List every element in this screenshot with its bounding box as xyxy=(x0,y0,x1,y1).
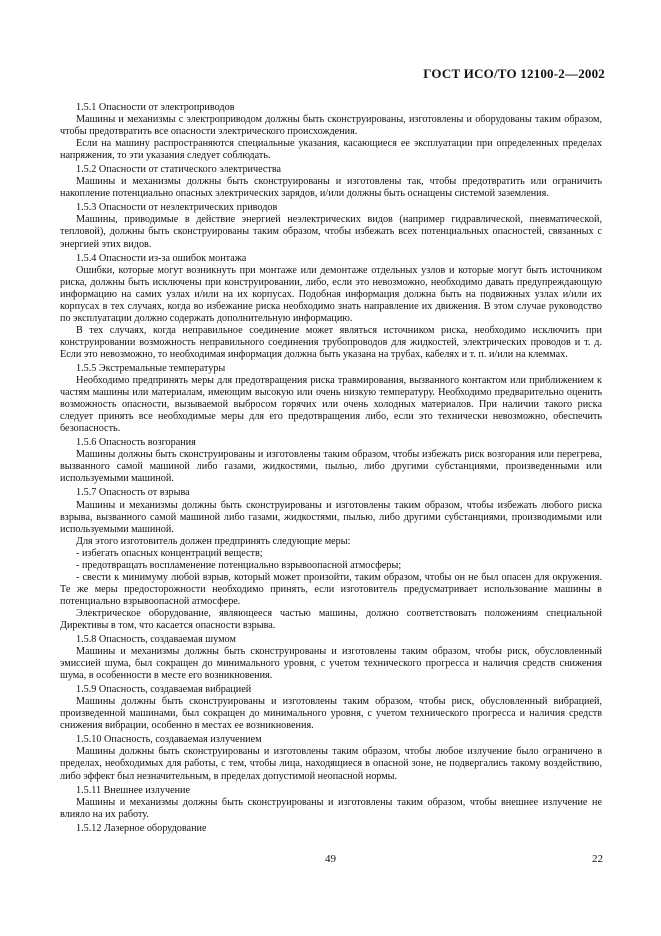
paragraph: Ошибки, которые могут возникнуть при монтаже или демонтаже отдельных узлов и которые могут быть источником риска, должны быть исключены при конструировании, либо, если это невозможно, необходимо давать предупреждающую информацию на самих узлах и/или на их корпусах. Подобная информация должна быть на подвижных узлах и/или их корпусах в тех случаях, когда во избежание риска необходимо знать направление их движения. В этом случае руководство по эксплуатации должно содержать дополнительную информацию. xyxy=(60,264,602,324)
paragraph: В тех случаях, когда неправильное соединение может являться источником риска, необходимо исключить при конструировании возможность неправильного соединения трубопроводов для жидкостей, электрических проводов и т. д. Если это невозможно, то необходимая информация должна быть указана на трубах, кабелях и т. п. и/или на клеммах. xyxy=(60,324,602,360)
section-heading: 1.5.2 Опасности от статического электричества xyxy=(76,164,282,176)
paragraph: Машины и механизмы должны быть сконструированы и изготовлены таким образом, чтобы избежать любого риска взрыва, вызванного самой машиной либо газами, жидкостями, пылью, либо другими субстанциями, производимыми или используемыми машиной. xyxy=(60,499,602,535)
section-heading: 1.5.4 Опасности из-за ошибок монтажа xyxy=(76,252,247,264)
section-heading: 1.5.3 Опасности от неэлектрических приводов xyxy=(76,202,278,214)
section-heading: 1.5.9 Опасность, создаваемая вибрацией xyxy=(76,684,252,696)
page-number: 49 xyxy=(325,853,336,865)
section-heading: 1.5.5 Экстремальные температуры xyxy=(76,362,226,374)
list-item: - избегать опасных концентраций веществ; xyxy=(76,547,263,559)
paragraph: Необходимо предпринять меры для предотвращения риска травмирования, вызванного контактом или приближением к частям машины или материалам, имеющим высокую или очень низкую температуру. Необходимо предварительно оценить возможность опасности, вызываемой выбросом горячих или очень холодных материалов. При наличии такого риска следует принять все необходимые меры для его предотвращения либо, если это технически невозможно, обеспечить безопасность. xyxy=(60,375,602,435)
section-heading: 1.5.7 Опасность от взрыва xyxy=(76,487,190,499)
paragraph: Машины, приводимые в действие энергией неэлектрических видов (например гидравлической, пневматической, тепловой), должны быть сконструированы таким образом, чтобы избежать всех потенциальных опасностей, связанных с энергией этих видов. xyxy=(60,214,602,250)
paragraph: Машины должны быть сконструированы и изготовлены таким образом, чтобы риск, обусловленный вибрацией, произведенной машинами, был сокращен до минимального уровня, с учетом технического прогресса и наличия средств снижения вибрации, особенно в местах ее возникновения. xyxy=(60,696,602,732)
section-heading: 1.5.8 Опасность, создаваемая шумом xyxy=(76,634,236,646)
sheet-number: 22 xyxy=(592,853,603,865)
paragraph: Если на машину распространяются специальные указания, касающиеся ее эксплуатации при определенных пределах напряжения, то эти указания следует соблюдать. xyxy=(60,138,602,162)
paragraph: Электрическое оборудование, являющееся частью машины, должно соответствовать положениям специальной Директивы в том, что касается опасности взрыва. xyxy=(60,607,602,631)
list-item: - предотвращать воспламенение потенциально взрывоопасной атмосферы; xyxy=(76,559,402,571)
section-heading: 1.5.1 Опасности от электроприводов xyxy=(76,102,235,113)
paragraph: Машины должны быть сконструированы и изготовлены таким образом, чтобы любое излучение было ограничено в пределах, необходимых для работы, с тем, чтобы лица, находящиеся в опасной зоне, не подвергались такому воздействию, либо эффект был незначительным, в пределах допустимой неопасной нормы. xyxy=(60,746,602,782)
paragraph: Машины и механизмы должны быть сконструированы и изготовлены таким образом, чтобы риск, обусловленный эмиссией шума, был сокращен до минимального уровня, с учетом технического прогресса и наличия средств снижения шума, в особенности в месте его возникновения. xyxy=(60,646,602,682)
section-heading: 1.5.6 Опасность возгорания xyxy=(76,437,196,449)
section-heading: 1.5.11 Внешнее излучение xyxy=(76,784,191,796)
paragraph: Машины и механизмы должны быть сконструированы и изготовлены так, чтобы предотвратить или ограничить накопление потенциально опасных электрических зарядов, и/или должны быть оснащены системой заземления. xyxy=(60,176,602,200)
list-item: - свести к минимуму любой взрыв, который может произойти, таким образом, чтобы он не был опасен для окружения. Те же меры предосторожности необходимо принять, если изготовитель предусматривает использование машины в потенциально взрывоопасной атмосфере. xyxy=(60,571,602,607)
document-header: ГОСТ ИСО/ТО 12100-2—2002 xyxy=(423,66,605,81)
paragraph: Машины и механизмы должны быть сконструированы и изготовлены таким образом, чтобы внешнее излучение не влияло на их работу. xyxy=(60,796,602,820)
paragraph: Машины должны быть сконструированы и изготовлены таким образом, чтобы избежать риск возгорания или перегрева, вызванного самой машиной либо газами, жидкостями, пылью, либо другими субстанциями, произведенными или используемыми машиной. xyxy=(60,449,602,485)
section-heading: 1.5.10 Опасность, создаваемая излучением xyxy=(76,734,262,746)
section-heading: 1.5.12 Лазерное оборудование xyxy=(76,822,207,834)
paragraph: Машины и механизмы с электроприводом должны быть сконструированы, изготовлены и оборудованы таким образом, чтобы предотвратить все опасности электрического происхождения. xyxy=(60,114,602,138)
paragraph: Для этого изготовитель должен предпринять следующие меры: xyxy=(76,535,351,547)
document-body xyxy=(60,100,602,835)
